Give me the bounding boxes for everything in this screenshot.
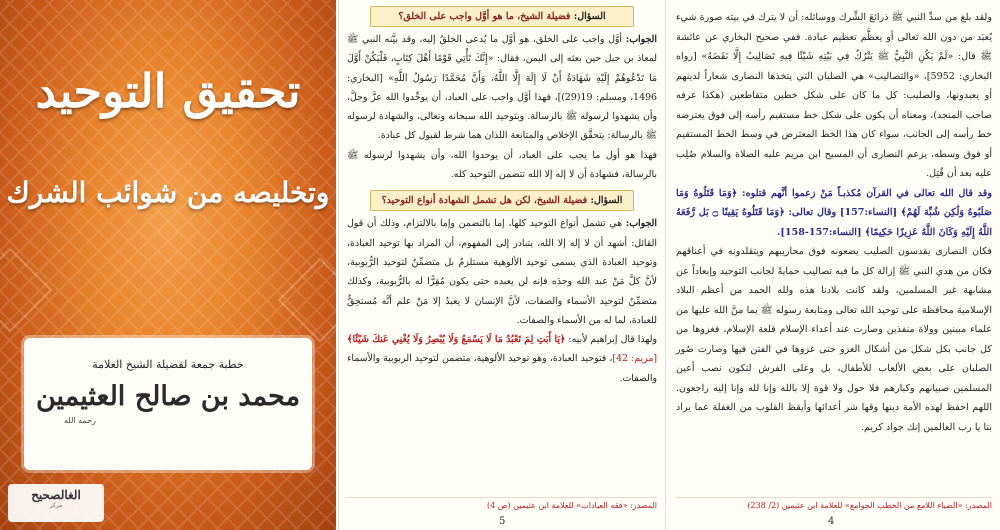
answer-end: ، فتوحيد العبادة، وهو توحيد الألوهية، متضمن لتوحيد الربوبية والأسماء والصفات.	[347, 353, 657, 384]
page-4	[668, 0, 1000, 530]
logo-subtitle: مركز	[49, 502, 63, 509]
answer-conclusion: فهذا هو أول ما يجب على العباد، أن يوحدوا الله، وأن يشهدوا لرسوله ﷺ بالرسالة، فشهادة أن لا إله إلا الله تتضمن التوحيد كله.	[347, 149, 657, 181]
answer-label: الجواب:	[625, 34, 657, 45]
author-card	[24, 338, 312, 470]
answer-label: الجواب:	[625, 218, 658, 230]
answer-1	[347, 30, 657, 184]
question-label: السؤال:	[573, 11, 606, 22]
question-text: فضيلة الشيخ، ما هو أوَّل واجب على الخلق؟	[398, 11, 571, 22]
author-name: محمد بن صالح العثيمين	[35, 381, 301, 412]
logo-title: الغالصحيح	[31, 488, 81, 502]
question-text: فضيلة الشيخ، لكن هل تشمل الشهادة أنواع التوحيد؟	[381, 195, 588, 207]
source-note: المصدر: «فقه العبادات» للعلامة ابن عثيمين (ص 4)	[347, 497, 657, 510]
ibrahim-intro: ولهذا قال إبراهيم لأبيه:	[568, 334, 658, 346]
page-4-text	[676, 8, 992, 437]
page-number: 4	[828, 516, 835, 527]
cover-title: تحقيق التوحيد	[35, 64, 301, 118]
rahimahu-label: رحمه الله	[64, 416, 96, 425]
source-note: المصدر: «الضياء اللامع من الخطب الجوامع» للعلامة ابن عثيمين (2/ 238)	[676, 497, 992, 510]
paragraph-3: فكان النصارى يقدسون الصليب يضعونه فوق محاريبهم ويتقلدونه في أعناقهم فكان من هدي النبي ﷺ إزالة كل ما فيه تصاليب حمايةً لجانب التوحيد وإبعاداً عن مشابهة غير المسلمين، ولقد كانت بلادنا هذه ولله الحمد من أعظم البلاد الإسلامية محافظة على توحيد الله تعالى ومتابعة رسوله ﷺ بما منَّ الله عليها من علماء مبينين وولاة منفذين وصارت عند أعداء الإسلام قلعة الإسلام، فغزوها من كل جانب بكل شكل من أشكال الغزو حتى غزوها في الفتن فيها وصارت صُور الصلبان على بعض الألعاب للأطفال، بل وعلى الفرش لتكون نصب أعين المسلمين صبيانهم وكبارهم فلا حول ولا قوة إلا بالله وإنا لله وإنا إليه راجعون. اللهم احفظ لهذه الأمة دينها وقها شر أعدائها وأيقظ القلوب من الغفلة عما يراد بنا يا رب العالمين إنك جواد كريم.	[676, 246, 992, 433]
ayah-reference: [مريم: 42]	[612, 353, 657, 365]
question-label: السؤال:	[590, 195, 623, 207]
quran-ayah: ﴿يَا أَبَتِ لِمَ تَعْبُدُ مَا لَا يَسْمَعُ وَلَا يُبْصِرُ وَلَا يُغْنِي عَنكَ شَيْئًا﴾	[347, 334, 566, 346]
paragraph-1: ولقد بلغ من سدِّ النبي ﷺ ذرائعَ الشِّرك ووسائله: أن لا يترك في بيته صورة شيء يُعبَد من دون الله تعالى أو يعظَّم تعظيم عبادة. ففي صحيح البخاري عن عائشة ﷺ قال: «لَمْ يَكُنِ النَّبِيُّ ﷺ يَتْرُكُ فِي بَيْتِهِ شَيْئًا فِيهِ تَصَالِيبُ إِلَّا نَقَضَهُ» [رواه البخاري: 5952]، «والتصاليب» هي الصلبان التي يتخذها النصارى شعاراً لدينهم أو يعبدونها، والصليب: كل ما كان على شكل خطين متقاطعين (هكذا عرفه صاحب المنجد)، ومعناه أن يكون على شكل خط مستقيم رأسه إلى فوق يعترضه خط رأسه إلى الجانب، سواء كان هذا الخط المعترض في وسط الخط المستقيم أو فوق وسطه، يزعم النصارى أن المسيح ابن مريم عليه الصلاة والسلام صُلِب عليه بعد أن قُتِل.	[676, 12, 992, 179]
answer-2	[347, 214, 657, 388]
answer-text: هي تشمل أنواع التوحيد كلها، إما بالتضمن وإما بالالتزام، وذلك أن قول القائل: أشهد أن لا إله إلا الله، يتبادر إلى المفهوم، أن المراد بها توحيد العبادة، وتوحيد العبادة الذي يسمى توحيد الألوهية مستلزمٌ بل متضمِّنٌ لتوحيد الرُّبوبية، لأنَّ كلَّ مَنْ عبد الله وحدَه فإنه لن يعبده حتى يكون مُقِرًّا له بالرُّبوبية، وكذلك متضمِّنٌ لتوحيد الأسماء والصفات، لأنَّ الإنسان لا يعبدُ إلا مَنْ علم أنَّه مُستحِقٌّ للعبادة، لما له من الأسماء والصفات.	[347, 218, 657, 326]
cover-subtitle: وتخليصه من شوائب الشرك	[6, 176, 330, 209]
answer-text: أوَّل واجب على الخلق، هو أوَّل ما يُدعى الخلقُ إليه، وقد بيَّنه النبي ﷺ لمعاذ بن جبل حين بعثه إلى اليمن، فقال: «إِنَّكَ تَأْتِي قَوْمًا أَهْلَ كِتَابٍ، فَلْيَكُنْ أَوَّلَ مَا تَدْعُوهُمْ إِلَيْهِ شَهَادَةُ أَنْ لَا إِلَهَ إِلَّا اللَّهُ، وَأَنَّ مُحَمَّدًا رَسُولُ اللَّهِ» [البخاري: 1496، ومسلم: 19(29)]، فهذا أوَّل واجب على العباد، أن يوحِّدوا الله عزَّ وجلَّ، وأن يشهدوا لرسوله ﷺ بالرسالة. وبتوحيد الله سبحانه وتعالى، والشهادة لرسوله ﷺ بالرسالة: يتحقَّق الإخلاص والمتابعة اللذان هما شرط لقبول كل عبادة.	[347, 34, 657, 142]
page-5	[338, 0, 666, 530]
question-box-1	[370, 6, 634, 27]
question-box-2	[370, 190, 634, 211]
cover-page	[0, 0, 336, 530]
page-number: 5	[499, 516, 506, 527]
khutba-label: خطبة جمعة لفضيلة الشيخ العلامة	[92, 358, 244, 371]
publisher-logo	[8, 484, 104, 522]
paragraph-2: وقد قال الله تعالى في القرآن مُكذبـاً مَنْ زعموا أنَّهم قتلوه: ﴿وَمَا قَتَلُوهُ وَمَا صَلَبُوهُ وَلَٰكِن شُبِّهَ لَهُمْ﴾ [النساء:157] وقال تعالى: ﴿وَمَا قَتَلُوهُ يَقِينًا ۝ بَل رَّفَعَهُ اللَّهُ إِلَيْهِ وَكَانَ اللَّهُ عَزِيزًا حَكِيمًا﴾ [النساء:157-158].	[676, 187, 992, 238]
